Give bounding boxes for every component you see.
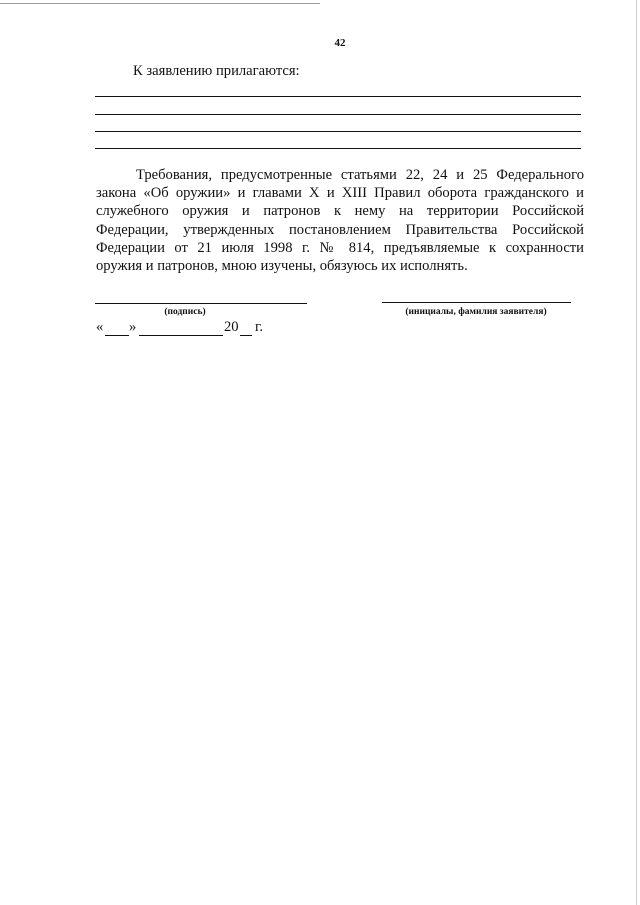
- date-year-field[interactable]: [240, 335, 252, 336]
- statement-line: Федерации от 21 июля 1998 г. № 814, предъявляемые к сохранности: [96, 239, 584, 256]
- signature-field[interactable]: [95, 303, 307, 304]
- attachment-line-4[interactable]: [95, 148, 581, 149]
- attachments-heading: К заявлению прилагаются:: [133, 63, 300, 79]
- attachment-line-3[interactable]: [95, 131, 581, 132]
- date-month-field[interactable]: [139, 335, 223, 336]
- date-day-field[interactable]: [105, 335, 129, 336]
- statement-line: оружия и патронов, мною изучены, обязуюсь их исполнять.: [96, 258, 468, 275]
- requirements-statement: [96, 166, 584, 275]
- statement-line: Требования, предусмотренные статьями 22, 24 и 25 Федерального: [136, 167, 584, 183]
- applicant-name-caption: (инициалы, фамилия заявителя): [405, 307, 547, 317]
- statement-line: служебного оружия и патронов к нему на территории Российской: [96, 203, 584, 220]
- signature-caption: (подпись): [164, 307, 206, 317]
- scan-edge-right: [636, 0, 637, 905]
- scan-edge-top: [0, 3, 320, 4]
- applicant-name-field[interactable]: [382, 302, 571, 303]
- date-year-suffix: г.: [255, 319, 263, 335]
- date-close-quote: »: [129, 319, 137, 335]
- statement-line: закона «Об оружии» и главами X и XIII Правил оборота гражданского и: [96, 185, 584, 202]
- date-open-quote: «: [96, 319, 104, 335]
- page-number: 42: [334, 37, 346, 49]
- date-year-prefix: 20: [224, 319, 239, 335]
- attachment-line-2[interactable]: [95, 114, 581, 115]
- statement-line: Федерации, утвержденных постановлением Правительства Российской: [96, 221, 584, 238]
- attachment-line-1[interactable]: [95, 96, 581, 97]
